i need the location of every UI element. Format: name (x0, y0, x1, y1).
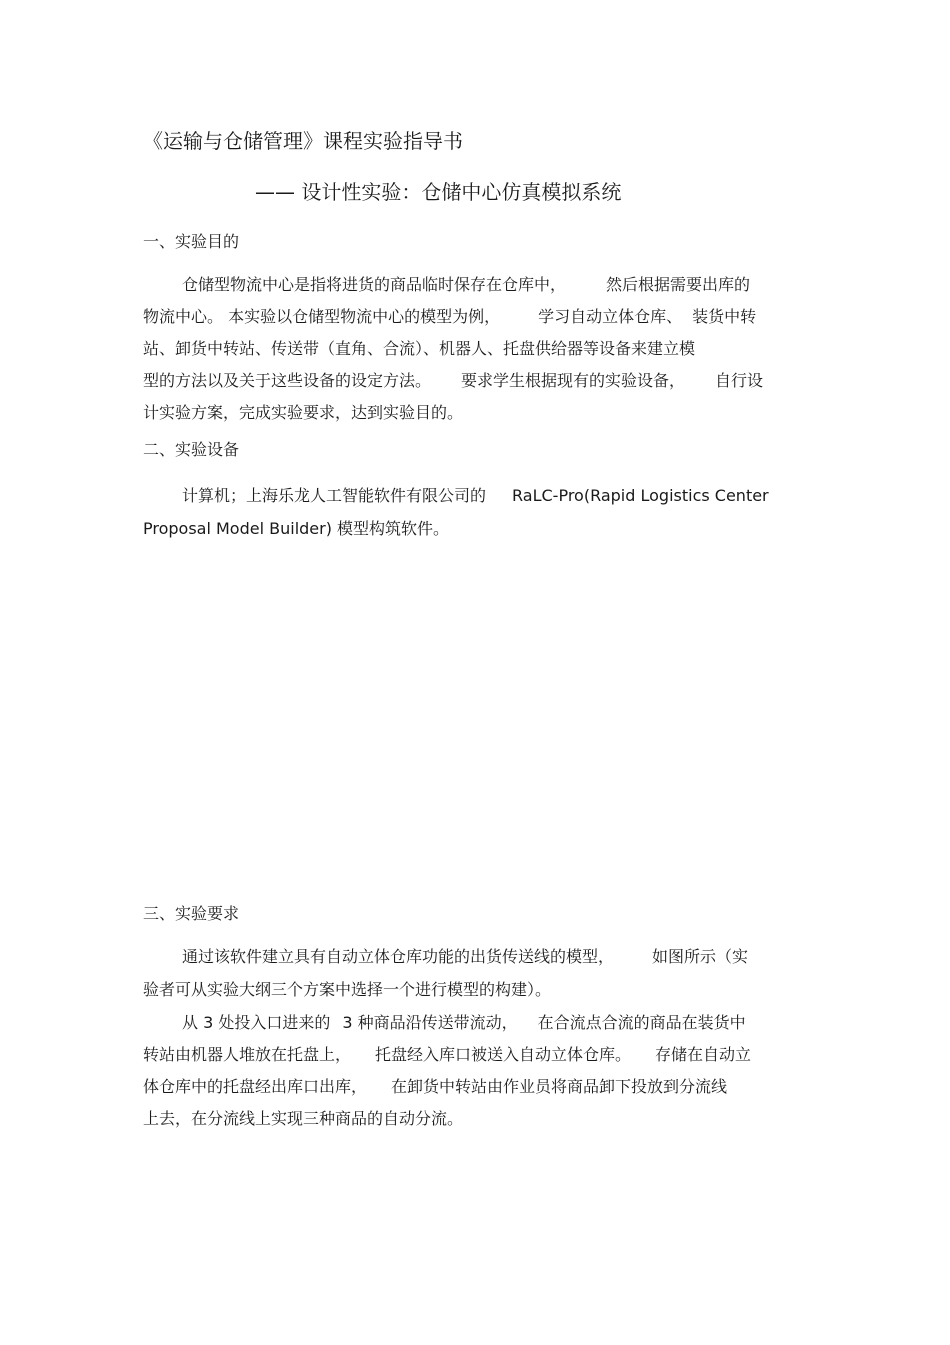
text-segment: 转站由机器人堆放在托盘上， (143, 1045, 352, 1064)
text-segment: 型的方法以及关于这些设备的设定方法。 (143, 371, 432, 390)
text-segment: 3 种商品沿传送带流动， (342, 1013, 518, 1032)
text-segment: 计实验方案，完成实验要求，达到实验目的。 (143, 403, 464, 422)
paragraph-line (143, 402, 463, 424)
text-segment: 托盘经入库口被送入自动立体仓库。 (375, 1045, 632, 1064)
text-segment: 装货中转 (692, 307, 757, 326)
text-segment: 要求学生根据现有的实验设备， (461, 371, 686, 390)
paragraph-line (143, 1108, 463, 1130)
paragraph-line (143, 518, 449, 540)
paragraph-line (182, 946, 748, 968)
text-segment: 验者可从实验大纲三个方案中选择一个进行模型的构建）。 (143, 980, 552, 999)
text-segment: 物流中心。 本实验以仓储型物流中心的模型为例， (143, 307, 501, 326)
document-subtitle: —— 设计性实验：仓储中心仿真模拟系统 (255, 180, 622, 204)
paragraph-line (143, 1076, 727, 1098)
paragraph-line (182, 1012, 746, 1034)
text-segment: 仓储型物流中心是指将进货的商品临时保存在仓库中， (182, 275, 567, 294)
text-segment: 从 3 处投入口进来的 (182, 1013, 331, 1032)
text-segment: 上去，在分流线上实现三种商品的自动分流。 (143, 1109, 464, 1128)
text-segment: 然后根据需要出库的 (606, 275, 751, 294)
text-segment: 学习自动立体仓库、 (538, 307, 683, 326)
text-segment: 自行设 (715, 371, 764, 390)
text-segment: 体仓库中的托盘经出库口出库， (143, 1077, 368, 1096)
text-segment: 站、卸货中转站、传送带（直角、合流）、机器人、托盘供给器等设备来建立模 (143, 339, 696, 358)
text-segment: RaLC-Pro(Rapid Logistics Center (512, 486, 769, 505)
text-segment: 在卸货中转站由作业员将商品卸下投放到分流线 (391, 1077, 728, 1096)
document-title: 《运输与仓储管理》课程实验指导书 (143, 129, 463, 153)
section-heading-requirements: 三、实验要求 (143, 904, 240, 923)
paragraph-line (143, 1044, 751, 1066)
paragraph-line (182, 485, 769, 507)
paragraph-line (143, 306, 756, 328)
paragraph-line (182, 274, 750, 296)
paragraph-line (143, 979, 551, 1001)
text-segment: 如图所示（实 (652, 947, 749, 966)
text-segment: 计算机；上海乐龙人工智能软件有限公司的 (182, 486, 487, 505)
text-segment: Proposal Model Builder) 模型构筑软件。 (143, 519, 450, 538)
text-segment: 在合流点合流的商品在装货中 (537, 1013, 746, 1032)
section-heading-equipment: 二、实验设备 (143, 440, 240, 459)
section-heading-purpose: 一、实验目的 (143, 232, 240, 251)
paragraph-line (143, 338, 695, 360)
text-segment: 通过该软件建立具有自动立体仓库功能的出货传送线的模型， (182, 947, 615, 966)
text-segment: 存储在自动立 (655, 1045, 752, 1064)
paragraph-line (143, 370, 763, 392)
